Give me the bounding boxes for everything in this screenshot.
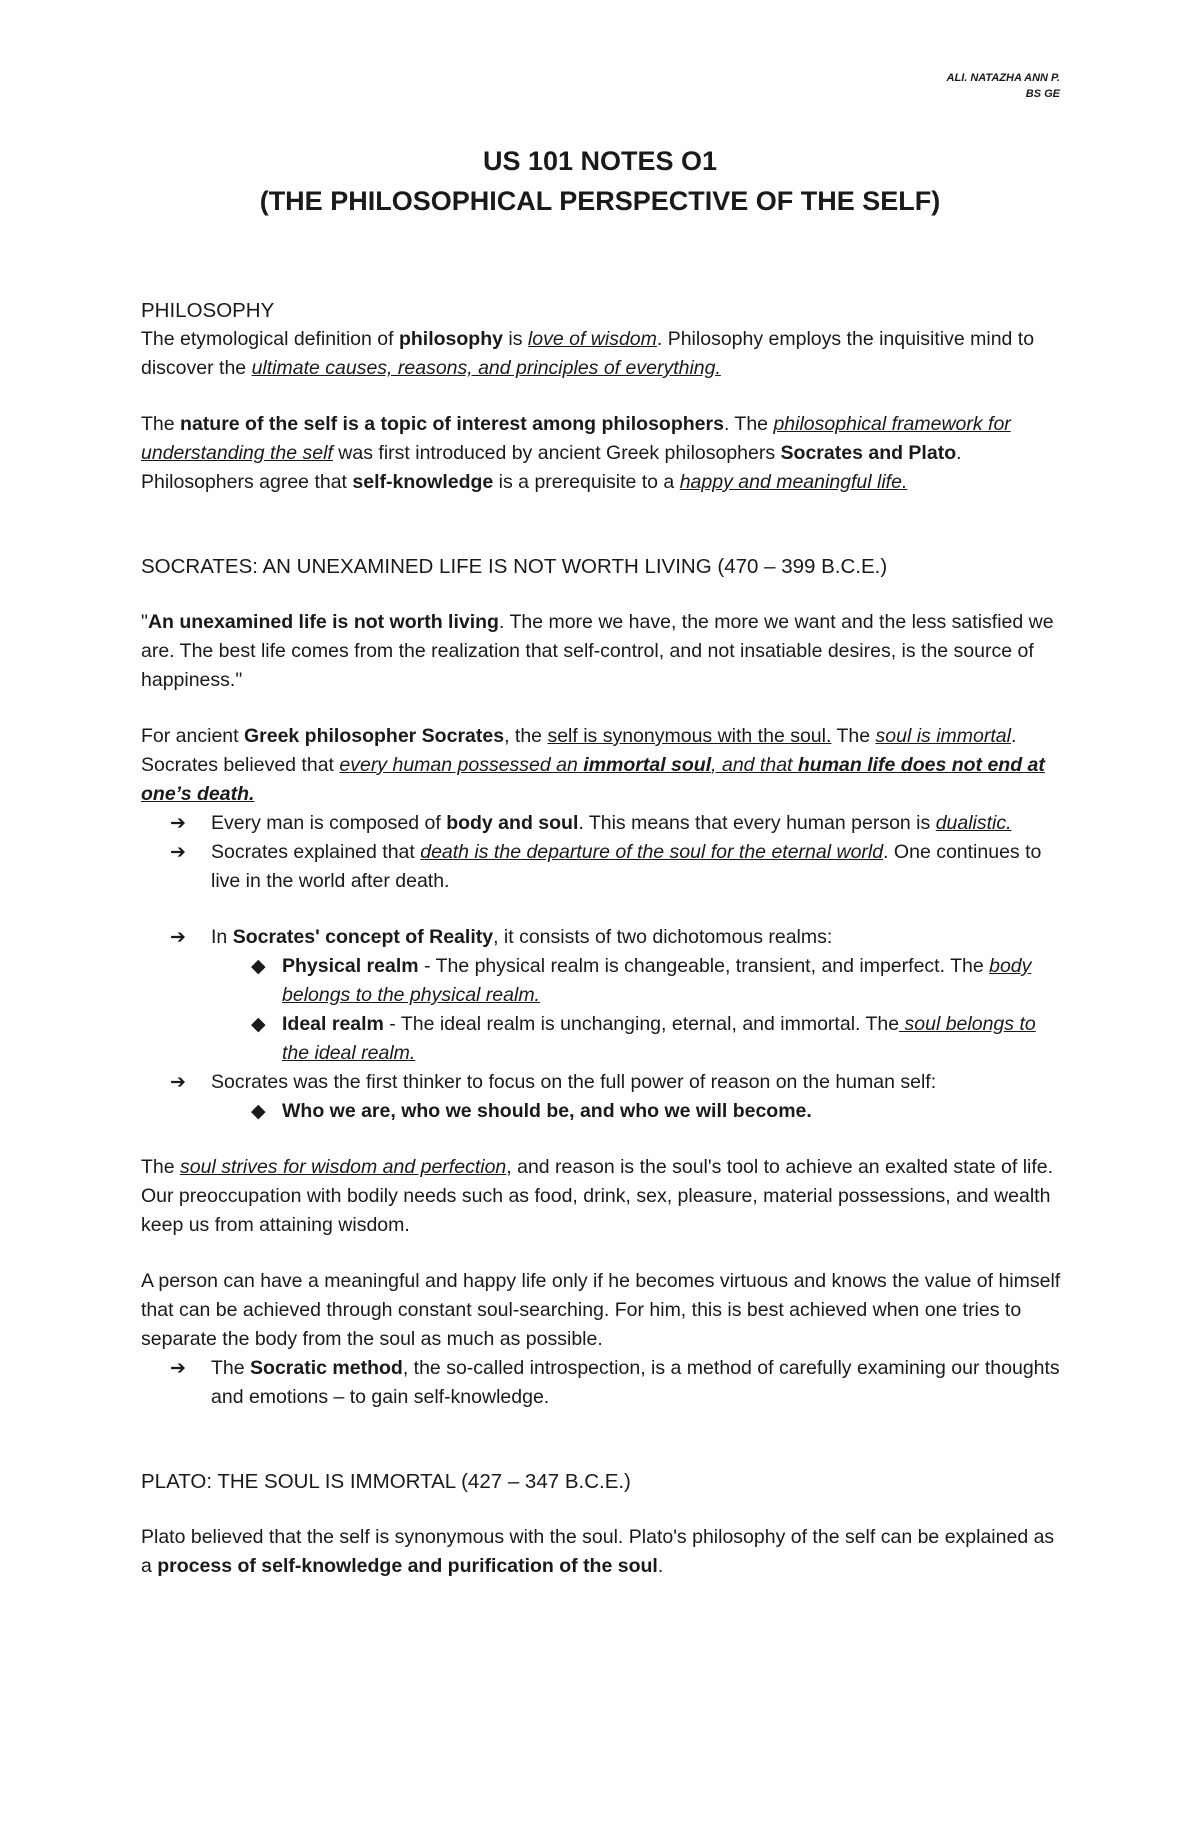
philosophy-paragraph-1 [141,325,1062,383]
bold-term: nature of the self is a topic of interest among philosophers [180,413,724,435]
list-item [170,838,1062,896]
text: The [141,413,181,435]
socrates-quote [141,608,1062,695]
underlined-term: soul belongs to the ideal realm. [282,1013,1036,1064]
text: . One continues to live in the world after death. [211,841,1042,892]
text: . The more we have, the more we want and the less satisfied we are. The best life comes from the realization that self-control, and not insatiable desires, is the source of happiness." [141,611,1054,691]
text: was first introduced by ancient Greek philosophers [332,442,781,464]
socrates-bullets-3 [141,1354,1062,1412]
underlined-term: soul strives for wisdom and perfection [180,1156,507,1178]
bold-term: Ideal realm [282,1013,384,1035]
list-item [251,952,1062,1010]
bold-term: Socrates and Plato [780,442,957,464]
bold-term: Socrates' concept of Reality [232,926,494,948]
underlined-term: ultimate causes, reasons, and principles of everything. [251,357,721,379]
text: , and reason is the soul's tool to achieve an exalted state of life. Our preoccupation with bodily needs such as food, drink, sex, pleasure, material possessions, and wealth keep us from attaining wisdom. [141,1156,1054,1236]
list-item [170,809,1062,838]
socrates-bullets-2 [141,923,1062,1126]
underlined-term: philosophical framework for understanding the self [141,413,1011,464]
bold-term: An unexamined life is not worth living [147,611,499,633]
bold-term: philosophy [398,328,503,350]
title-line-1: US 101 NOTES O1 [482,146,718,176]
document-body [141,296,1062,1581]
text: Socrates was the first thinker to focus on the full power of reason on the human self: [211,1071,937,1093]
text: The [141,1156,181,1178]
text: . The [723,413,774,435]
list-item [170,1068,1062,1126]
underlined-term: love of wisdom [527,328,657,350]
heading-philosophy: PHILOSOPHY [141,299,275,322]
socrates-paragraph-2 [141,1153,1062,1240]
text: Plato believed that the self is synonymous with the soul. Plato's philosophy of the self can be explained as a [141,1526,1055,1577]
text: - The ideal realm is unchanging, eternal, and immortal. The [383,1013,900,1035]
text: . Socrates believed that [141,725,1017,776]
list-item [170,1354,1062,1412]
underlined-term: death is the departure of the soul for the eternal world [420,841,884,863]
list-item [251,1010,1062,1068]
text: , it consists of two dichotomous realms: [493,926,833,948]
bold-term: Socratic method [250,1357,403,1379]
author-program: BS GE [1025,88,1060,100]
text: The etymological definition of [141,328,399,350]
bold-term: body and soul [446,812,579,834]
text: . [657,1555,664,1577]
text: , the [504,725,548,747]
title-line-2: (THE PHILOSOPHICAL PERSPECTIVE OF THE SELF) [259,186,941,216]
document-title [0,141,1200,221]
list-item [251,1097,1062,1126]
underlined-term: soul is immortal [875,725,1011,747]
underlined-term: self is synonymous with the soul. [547,725,832,747]
philosophy-paragraph-2 [141,410,1062,497]
heading-socrates: SOCRATES: AN UNEXAMINED LIFE IS NOT WORTH LIVING (470 – 399 B.C.E.) [141,555,888,578]
underlined-term: every human possessed an [339,754,584,776]
text: In [211,926,233,948]
bold-term: process of self-knowledge and purification of the soul [157,1555,658,1577]
underlined-term: happy and meaningful life. [679,471,908,493]
underlined-term: body belongs to the physical realm. [282,955,1032,1006]
text: - The physical realm is changeable, transient, and imperfect. The [418,955,990,977]
plato-paragraph-1 [141,1523,1062,1581]
text: Socrates explained that [211,841,421,863]
text: The [831,725,876,747]
bold-term: human life does not end at one’s death. [141,754,1045,805]
text: is a prerequisite to a [493,471,680,493]
text: . Philosophers agree that [141,442,962,493]
text: For ancient [141,725,244,747]
text: is [502,328,528,350]
author-block [947,70,1060,102]
text: Every man is composed of [211,812,447,834]
socrates-bullets-1 [141,809,1062,896]
bold-term: Greek philosopher Socrates [243,725,505,747]
bold-term: Physical realm [282,955,419,977]
socrates-paragraph-1 [141,722,1062,809]
bold-term: Who we are, who we should be, and who we will become. [282,1100,812,1122]
bold-term: immortal soul [583,754,712,776]
first-thinker-list [211,1097,1062,1126]
text: The [211,1357,251,1379]
underlined-term: , and that [711,754,798,776]
text: . Philosophy employs the inquisitive mind to discover the [141,328,1035,379]
text: . This means that every human person is [578,812,936,834]
underlined-term: dualistic. [935,812,1012,834]
author-name: ALI. NATAZHA ANN P. [946,72,1060,84]
heading-plato: PLATO: THE SOUL IS IMMORTAL (427 – 347 B.C.E.) [141,1470,631,1493]
bold-term: self-knowledge [352,471,494,493]
text: , the so-called introspection, is a method of carefully examining our thoughts and emotions – to gain self-knowledge. [211,1357,1060,1408]
list-item [170,923,1062,1068]
realms-list [211,952,1062,1068]
text: " [141,611,148,633]
socrates-paragraph-3: A person can have a meaningful and happy life only if he becomes virtuous and knows the value of himself that can be achieved through constant soul-searching. For him, this is best achieved when one tries to separate the body from the soul as much as possible. [141,1270,1061,1350]
